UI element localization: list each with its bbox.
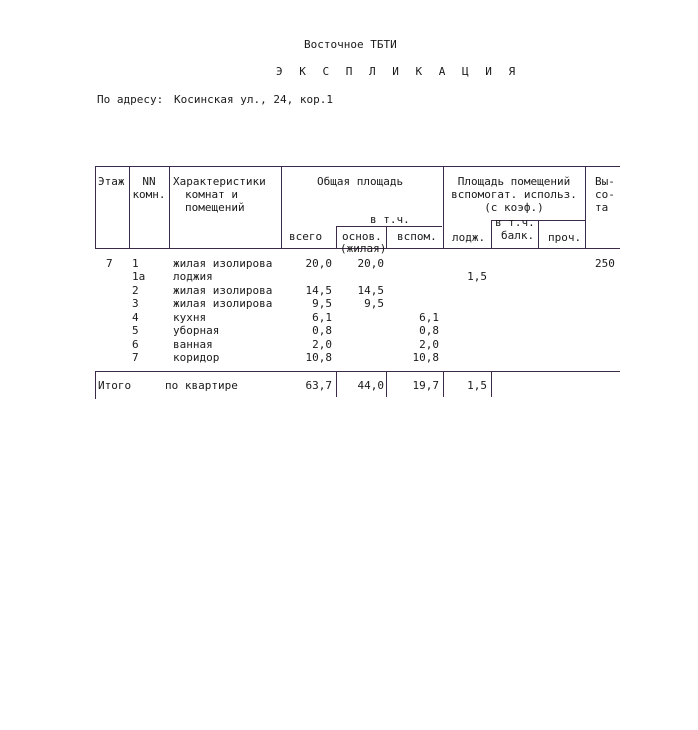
row-no: 2 (132, 284, 139, 297)
col-room-no-1: NN (142, 175, 156, 188)
col-floor: Этаж (98, 175, 125, 188)
row-no: 3 (132, 297, 139, 310)
row-name: коридор (173, 351, 220, 364)
col-incl: в т.ч. (370, 213, 410, 226)
col-main-1: основ. (342, 230, 382, 243)
col-char-3: помещений (185, 201, 245, 214)
col-char-1: Характеристики (173, 175, 266, 188)
row-aux: 6,1 (419, 311, 439, 324)
row-name: кухня (173, 311, 207, 324)
row-aux: 2,0 (419, 338, 439, 351)
row-total: 0,8 (312, 324, 332, 337)
col-height-2: со- (595, 188, 615, 201)
row-total: 9,5 (312, 297, 332, 310)
totals-main: 44,0 (357, 379, 384, 392)
col-balcony: балк. (501, 229, 535, 242)
row-no: 5 (132, 324, 139, 337)
col-room-no-2: комн. (132, 188, 166, 201)
row-main: 14,5 (357, 284, 384, 297)
row-total: 6,1 (312, 311, 332, 324)
document-title: Э К С П Л И К А Ц И Я (276, 65, 521, 78)
row-main: 9,5 (364, 297, 384, 310)
address-value: Косинская ул., 24, кор.1 (174, 93, 333, 106)
row-total: 2,0 (312, 338, 332, 351)
row-main: 20,0 (357, 257, 384, 270)
row-no: 1а (132, 270, 146, 283)
totals-scope: по квартире (165, 379, 238, 392)
row-no: 4 (132, 311, 139, 324)
row-loggia: 1,5 (467, 270, 487, 283)
row-name: жилая изолирова (173, 257, 273, 270)
totals-loggia: 1,5 (467, 379, 487, 392)
row-no: 7 (132, 351, 139, 364)
col-height-1: Вы- (595, 175, 615, 188)
row-height: 250 (595, 257, 615, 270)
totals-total: 63,7 (305, 379, 332, 392)
col-main-2: (жилая) (340, 242, 387, 255)
row-aux: 0,8 (419, 324, 439, 337)
row-name: уборная (173, 324, 220, 337)
col-char-2: комнат и (185, 188, 238, 201)
row-total: 20,0 (305, 257, 332, 270)
row-no: 1 (132, 257, 139, 270)
row-total: 10,8 (305, 351, 332, 364)
totals-label: Итого (98, 379, 132, 392)
row-name: жилая изолирова (173, 297, 273, 310)
address-label: По адресу: (97, 93, 164, 106)
col-aux-area-2: вспомогат. использ. (451, 188, 577, 201)
col-aux-area-3: (с коэф.) (484, 201, 544, 214)
row-floor: 7 (106, 257, 113, 270)
col-aux: вспом. (397, 230, 437, 243)
row-name: ванная (173, 338, 213, 351)
col-aux-area-1: Площадь помещений (457, 175, 571, 188)
col-other: проч. (548, 231, 582, 244)
row-aux: 10,8 (412, 351, 439, 364)
col-loggia: лодж. (452, 231, 486, 244)
row-no: 6 (132, 338, 139, 351)
col-aux-incl: в т.ч. (495, 216, 535, 229)
totals-aux: 19,7 (412, 379, 439, 392)
col-height-3: та (595, 201, 609, 214)
col-total-area: Общая площадь (317, 175, 404, 188)
row-total: 14,5 (305, 284, 332, 297)
row-name: жилая изолирова (173, 284, 273, 297)
office-title: Восточное ТБТИ (304, 38, 397, 51)
col-all: всего (289, 230, 323, 243)
row-name: лоджия (173, 270, 213, 283)
